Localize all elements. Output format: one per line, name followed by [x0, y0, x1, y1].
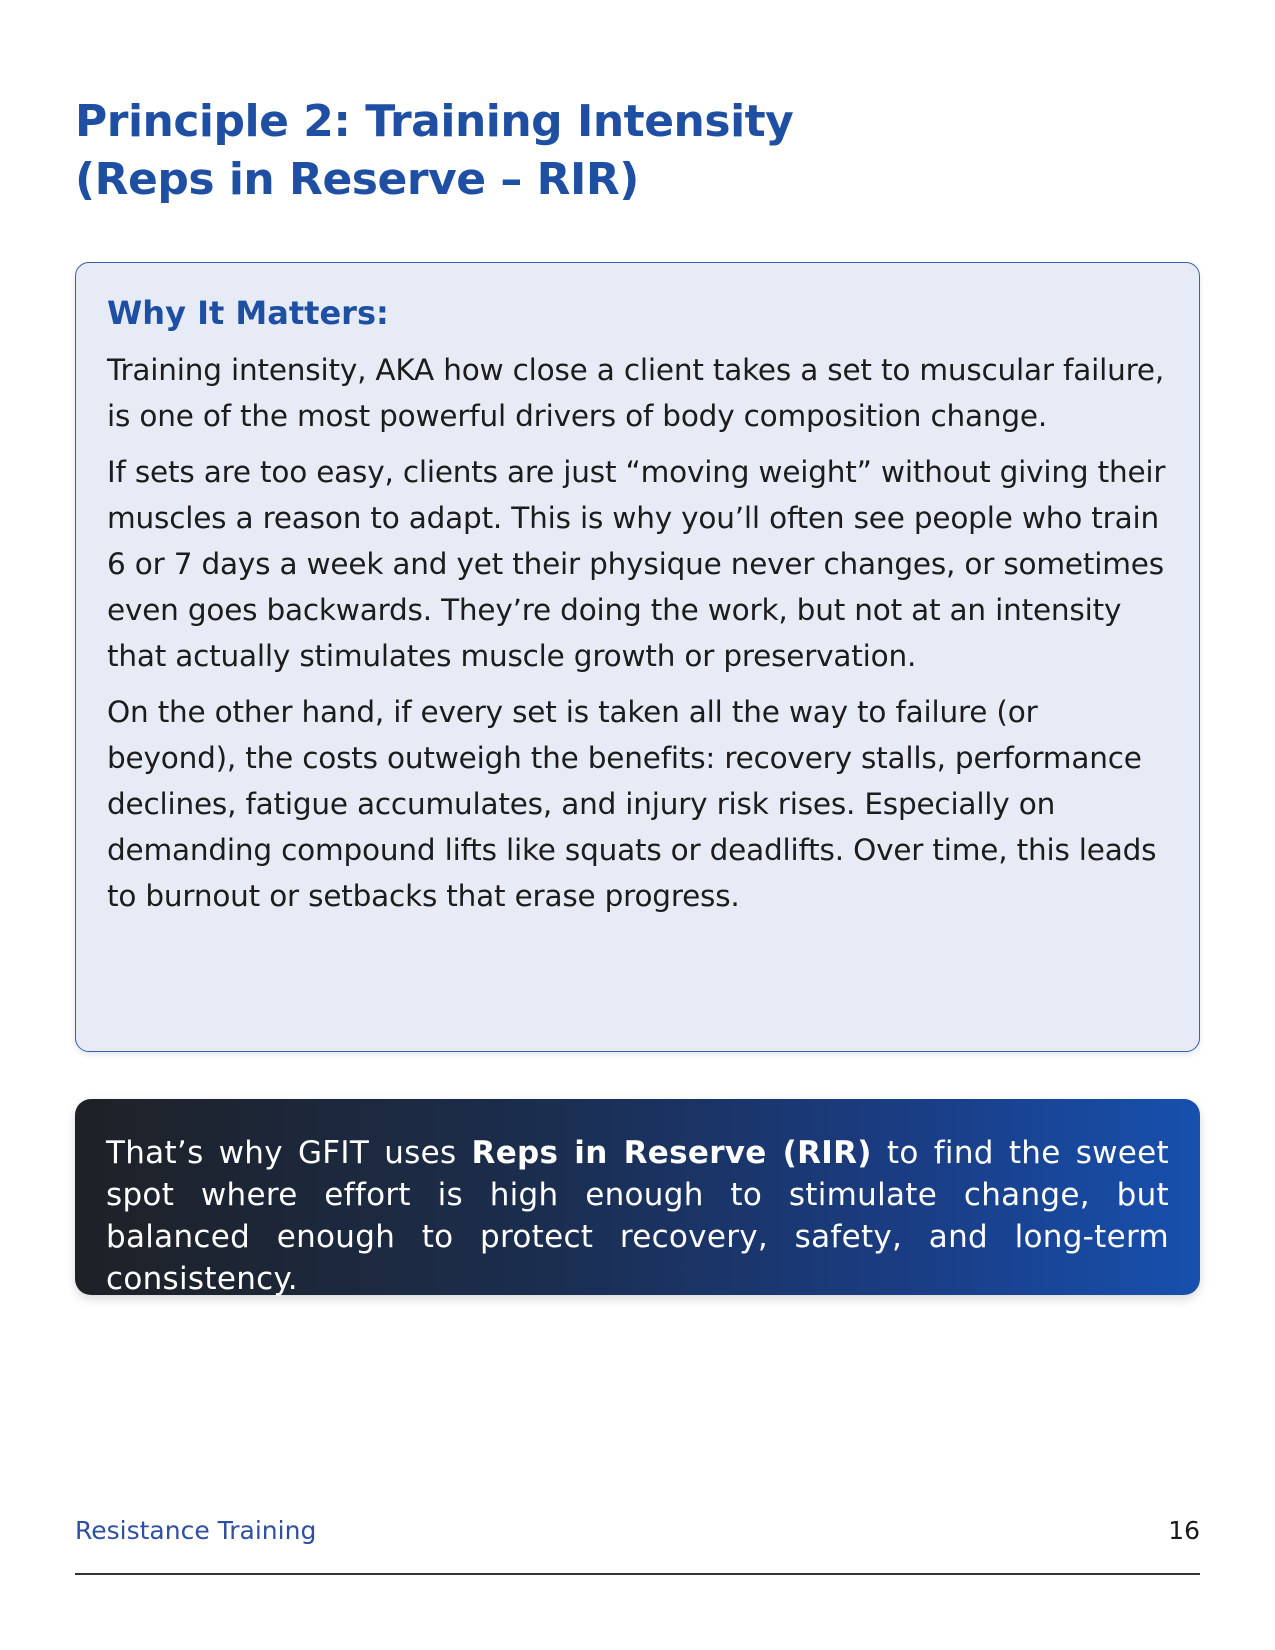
rir-callout-emphasis: Reps in Reserve (RIR) — [471, 1135, 872, 1171]
page-title-line-1: Principle 2: Training Intensity — [75, 96, 794, 147]
rir-callout-box — [75, 1099, 1200, 1295]
rir-callout-text — [106, 1132, 1169, 1300]
why-paragraph-2: If sets are too easy, clients are just “moving weight” without giving their muscles a reason to adapt. This is why you’ll often see people who train 6 or 7 days a week and yet their physique never changes, or sometimes even goes backwards. They’re doing the work, but not at an intensity that actually stimulates muscle growth or preservation. — [107, 455, 1166, 673]
why-paragraph-3: On the other hand, if every set is taken all the way to failure (or beyond), the costs outweigh the benefits: recovery stalls, performance declines, fatigue accumulates, and injury risk rises. Especially on demanding compound lifts like squats or deadlifts. Over time, this leads to burnout or setbacks that erase progress. — [107, 695, 1157, 913]
page-title — [75, 93, 975, 209]
rir-callout-after: to find the sweet spot where effort is high enough to stimulate change, but balanced enough to protect recovery, safety, and long-term consistency. — [106, 1135, 1170, 1297]
why-it-matters-heading: Why It Matters: — [107, 294, 389, 332]
why-it-matters-box — [75, 262, 1200, 1052]
footer-section-label: Resistance Training — [75, 1516, 317, 1545]
page-number: 16 — [1168, 1516, 1200, 1545]
page-title-line-2: (Reps in Reserve – RIR) — [75, 154, 639, 205]
rir-callout-before: That’s why GFIT uses — [106, 1135, 472, 1171]
footer-divider — [75, 1573, 1200, 1575]
why-paragraph-1: Training intensity, AKA how close a client takes a set to muscular failure, is one of the most powerful drivers of body composition change. — [107, 353, 1164, 433]
